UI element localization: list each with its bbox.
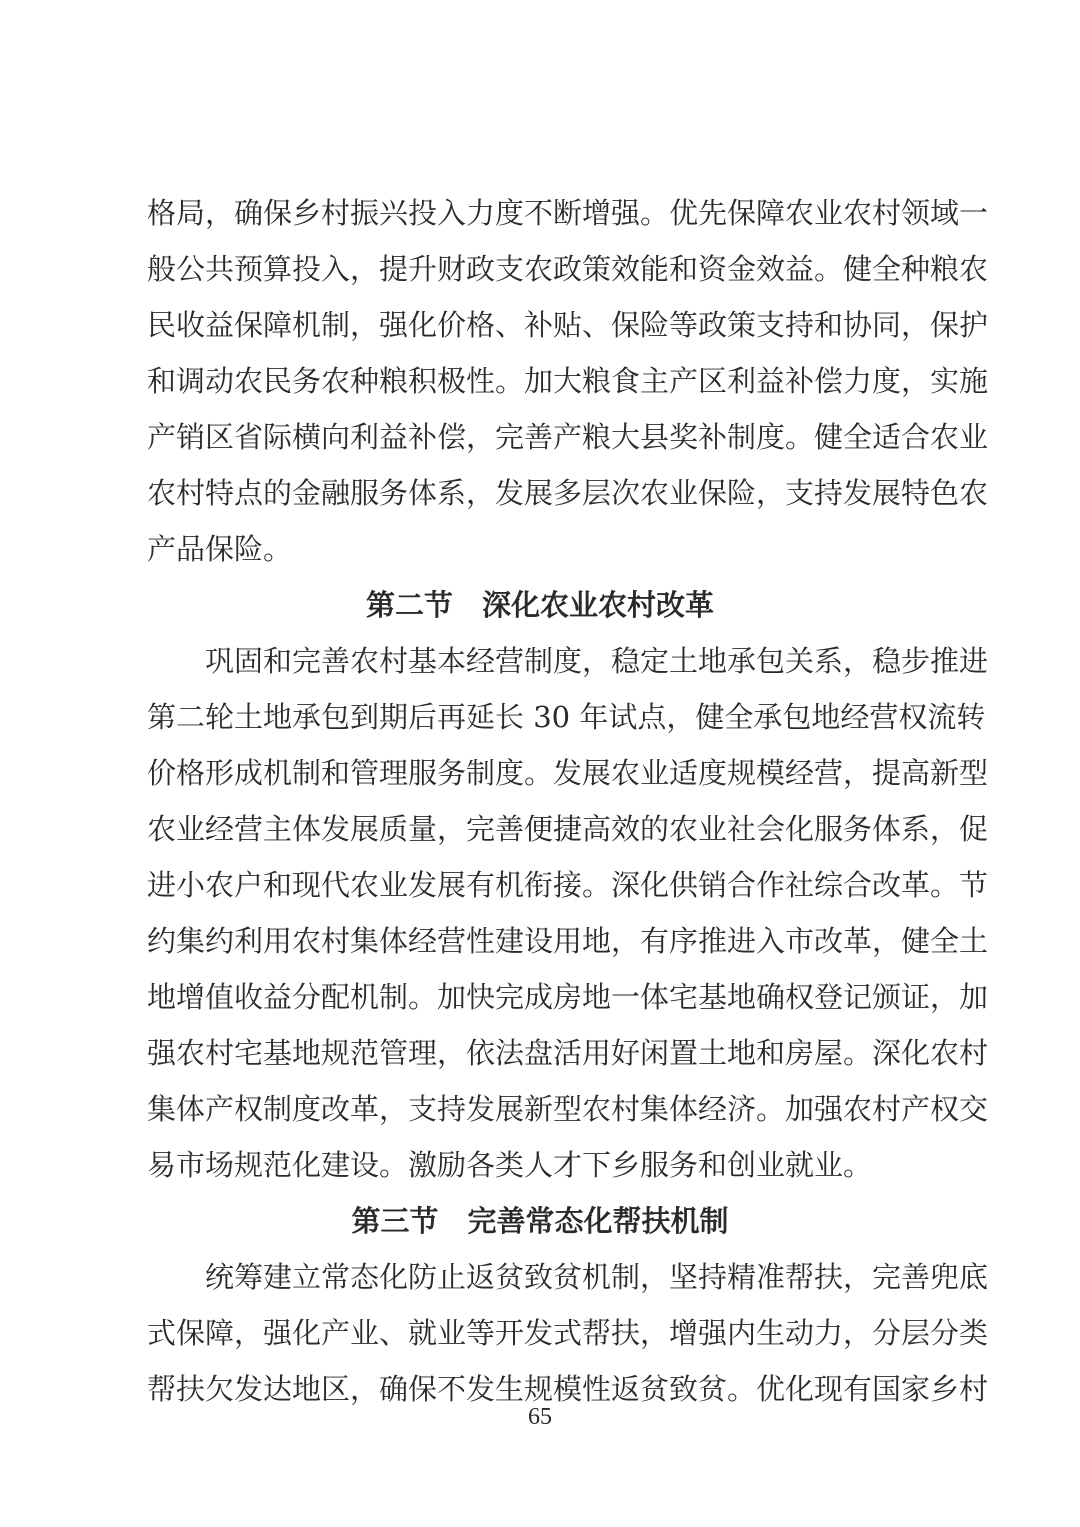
paragraph-line: 强农村宅基地规范管理，依法盘活用好闲置土地和房屋。深化农村 [147,1036,989,1070]
paragraph-line: 地增值收益分配机制。加快完成房地一体宅基地确权登记颁证，加 [147,980,989,1014]
paragraph-line: 和调动农民务农种粮积极性。加大粮食主产区利益补偿力度，实施 [147,364,989,398]
paragraph-line: 进小农户和现代农业发展有机衔接。深化供销合作社综合改革。节 [147,868,989,902]
paragraph-line: 农业经营主体发展质量，完善便捷高效的农业社会化服务体系，促 [147,812,989,846]
section-heading: 第三节 完善常态化帮扶机制 [351,1204,729,1238]
paragraph-line: 统筹建立常态化防止返贫致贫机制，坚持精准帮扶，完善兜底 [205,1260,989,1294]
page-number: 65 [528,1404,552,1430]
paragraph-line: 格局，确保乡村振兴投入力度不断增强。优先保障农业农村领域一 [147,196,989,230]
paragraph-line: 帮扶欠发达地区，确保不发生规模性返贫致贫。优化现有国家乡村 [147,1372,989,1406]
paragraph-line: 约集约利用农村集体经营性建设用地，有序推进入市改革，健全土 [147,924,989,958]
paragraph-line: 巩固和完善农村基本经营制度，稳定土地承包关系，稳步推进 [205,644,989,678]
section-heading: 第二节 深化农业农村改革 [365,588,714,622]
paragraph-line: 易市场规范化建设。激励各类人才下乡服务和创业就业。 [147,1148,873,1182]
paragraph-line: 集体产权制度改革，支持发展新型农村集体经济。加强农村产权交 [147,1092,989,1126]
paragraph-line: 价格形成机制和管理服务制度。发展农业适度规模经营，提高新型 [147,756,989,790]
paragraph-line: 式保障，强化产业、就业等开发式帮扶，增强内生动力，分层分类 [147,1316,989,1350]
paragraph-line: 产销区省际横向利益补偿，完善产粮大县奖补制度。健全适合农业 [147,420,989,454]
paragraph-line: 民收益保障机制，强化价格、补贴、保险等政策支持和协同，保护 [147,308,989,342]
paragraph-line: 第二轮土地承包到期后再延长 30 年试点，健全承包地经营权流转 [147,700,986,734]
paragraph-line: 农村特点的金融服务体系，发展多层次农业保险，支持发展特色农 [147,476,989,510]
paragraph-line: 产品保险。 [147,532,293,566]
paragraph-line: 般公共预算投入，提升财政支农政策效能和资金效益。健全种粮农 [147,252,989,286]
